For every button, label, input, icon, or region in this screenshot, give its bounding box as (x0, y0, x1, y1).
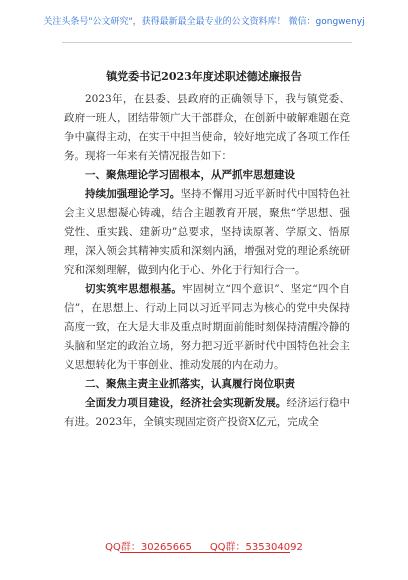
document-title: 镇党委书记2023年度述职述德述廉报告 (106, 70, 302, 83)
header-divider (62, 42, 352, 43)
paragraph-lead: 持续加强理论学习。 (85, 188, 181, 200)
section-heading-2: 二、聚焦主责主业抓落实，认真履行岗位职责 (85, 378, 295, 390)
document-body (64, 90, 350, 432)
footer-qq-group-2: QQ群：535304092 (209, 542, 303, 553)
intro-paragraph: 2023年，在县委、县政府的正确领导下，我与镇党委、政府一班人，团结带领广大干部群众，在创新中破解难题在竞争中赢得主动，在实干中担当使命，较好地完成了各项工作任务。现将一年来有关情况报告如下： (64, 93, 350, 162)
paragraph-body: 坚持不懈用习近平新时代中国特色社会主义思想凝心铸魂，结合主题教育开展，聚焦“学思想、强党性、重实践、建新功”总要求，坚持读原著、学原文、悟原理，深入领会其精神实质和深刻内涵，增强对党的理论系统研究和深刻理解，做到内化于心、外化于行知行合一。 (64, 188, 350, 276)
paragraph-lead: 切实筑牢思想根基。 (85, 283, 183, 295)
footer-contact (0, 538, 408, 553)
paragraph-body: 牢固树立“四个意识”、坚定“四个自信”，在思想上、行动上同以习近平同志为核心的党中央保持高度一致，在大是大非及重点时期面前能时刻保持清醒冷静的头脑和坚定的政治立场，努力把习近平新时代中国特色社会主义思想转化为干事创业、推动发展的内在动力。 (64, 283, 351, 371)
paragraph-lead: 全面发力项目建设，经济社会实现新发展。 (85, 397, 287, 409)
footer-qq-group-1: QQ群：30265665 (105, 542, 192, 553)
section-heading-1: 一、聚焦理论学习固根本，从严抓牢思想建设 (85, 169, 295, 181)
paragraph-body: 经济运行稳中有进。2023年，全镇实现固定资产投资X亿元，完成全 (64, 397, 351, 428)
footer-underline (120, 552, 290, 553)
section2-paragraph-1 (64, 394, 350, 432)
section1-paragraph-1 (64, 185, 350, 280)
header-banner: 关注头条号"公文研究"，获得最新最全最专业的公文资料库！ 微信：gongwenyj (43, 17, 365, 27)
section1-paragraph-2 (64, 280, 350, 375)
